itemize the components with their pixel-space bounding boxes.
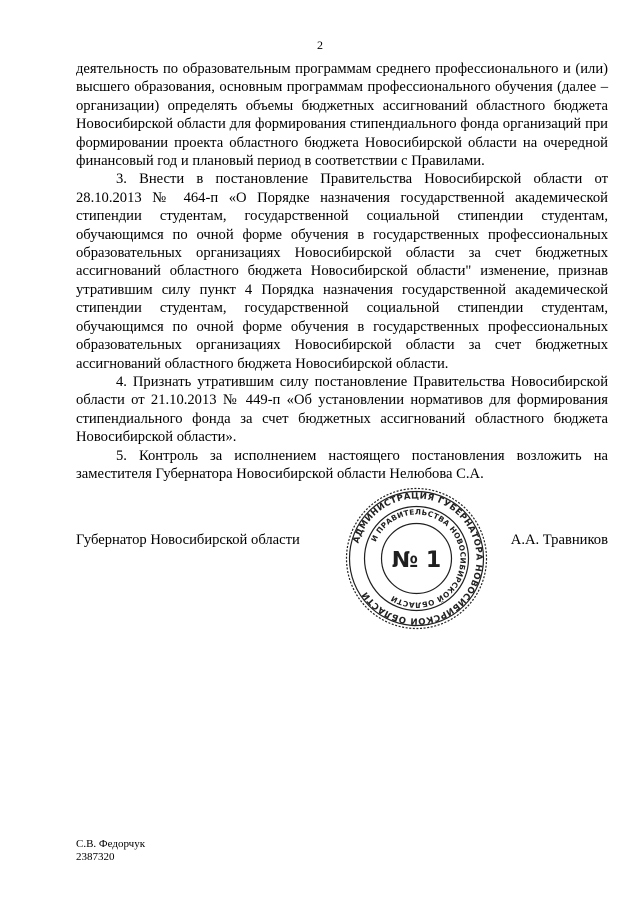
footer-contact [76,838,145,864]
paragraph-3: 3. Внести в постановление Правительства Новосибирской области от 28.10.2013 № 464-п «О Порядке назначения государственной академической стипендии студентам, государственной социальной стипендии студентам, обучающимся по очной форме обучения в государственных профессиональных образовательных организациях Новосибирской области за счет бюджетных ассигнований областного бюджета Новосибирской области" изменение, признав утратившим силу пункт 4 Порядка назначения государственной академической стипендии студентам, государственной социальной стипендии студентам, обучающимся по очной форме обучения в государственных профессиональных образовательных организациях Новосибирской области за счет бюджетных ассигнований областного бюджета Новосибирской области. [76,171,608,372]
signatory-title: Губернатор Новосибирской области [76,532,300,548]
paragraph-continuation: деятельность по образовательным программам среднего профессионального и (или) высшего образования, основным программам профессионального обучения (далее – организации) определять объемы бюджетных ассигнований областного бюджета Новосибирской области для формирования стипендиального фонда организаций при формировании проекта областного бюджета Новосибирской области на очередной финансовый год и плановый период в соответствии с Правилами. [76,61,608,170]
stamp-outer-text: АДМИНИСТРАЦИЯ ГУБЕРНАТОРА НОВОСИБИРСКОЙ ОБЛАСТИ [351,491,484,626]
signatory-name: А.А. Травников [510,532,608,548]
stamp-inner-text: И ПРАВИТЕЛЬСТВА НОВОСИБИРСКОЙ ОБЛАСТИ [369,507,468,610]
paragraph-4: 4. Признать утратившим силу постановление Правительства Новосибирской области от 21.10.2013 № 449-п «Об установлении нормативов для формирования стипендиального фонда за счет бюджетных ассигнований областного бюджета Новосибирской области». [76,373,608,446]
paragraph-5: 5. Контроль за исполнением настоящего постановления возложить на заместителя Губернатора Новосибирской области Нелюбова С.А. [76,447,608,482]
official-seal-stamp [344,486,489,631]
document-body [76,60,608,483]
stamp-number: № 1 [391,548,442,573]
footer-phone: 2387320 [76,851,115,863]
page-number: 2 [317,38,323,52]
footer-author: С.В. Федорчук [76,838,146,850]
